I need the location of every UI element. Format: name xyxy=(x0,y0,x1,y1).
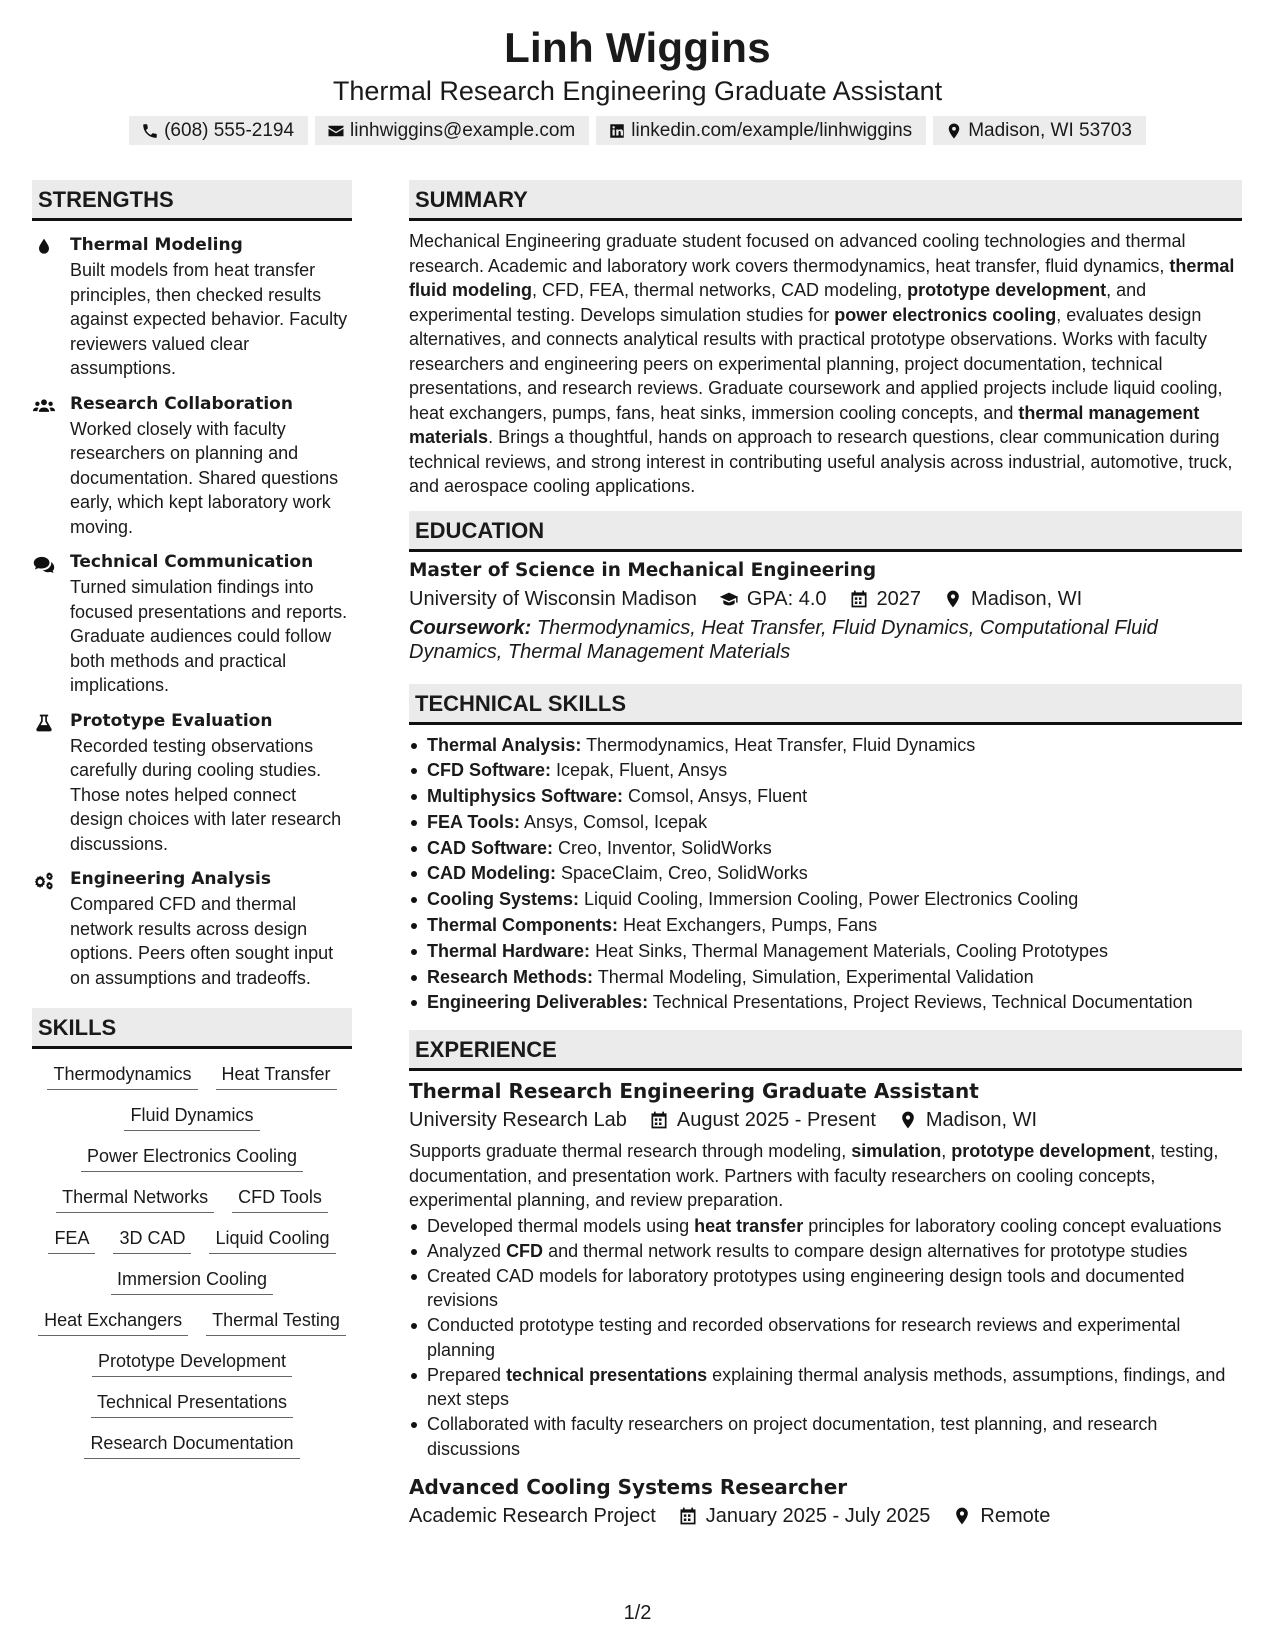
technical-skills-section xyxy=(409,684,1242,1017)
skill-tag: Thermodynamics xyxy=(47,1063,197,1090)
skill-values: Heat Sinks, Thermal Management Materials, Cooling Prototypes xyxy=(590,940,1108,961)
job-description xyxy=(409,1139,1242,1213)
strength-item xyxy=(32,867,352,990)
strengths-heading: STRENGTHS xyxy=(32,180,352,221)
skill-tag: Thermal Networks xyxy=(56,1186,214,1213)
job-location: Remote xyxy=(980,1505,1051,1528)
technical-skill-item xyxy=(409,733,1242,759)
text-run: , CFD, FEA, thermal networks, CAD modeling, xyxy=(532,280,908,300)
graduation-year: 2027 xyxy=(876,587,922,610)
job-bullet xyxy=(409,1239,1242,1264)
education-heading: EDUCATION xyxy=(409,511,1242,552)
strength-item xyxy=(32,550,352,698)
text-run: Prepared xyxy=(427,1364,507,1385)
experience-section xyxy=(409,1030,1242,1531)
technical-skills-heading: TECHNICAL SKILLS xyxy=(409,684,1242,725)
candidate-name: Linh Wiggins xyxy=(504,24,771,71)
contact-linkedin[interactable] xyxy=(596,116,926,145)
job-meta xyxy=(409,1105,1242,1135)
job-bullet xyxy=(409,1264,1242,1313)
gpa: GPA: 4.0 xyxy=(746,587,827,610)
text-run: principles for laboratory cooling concept evaluations xyxy=(803,1215,1222,1236)
skill-category: Engineering Deliverables: xyxy=(427,992,649,1013)
skill-tag: Technical Presentations xyxy=(91,1391,293,1418)
technical-skill-item xyxy=(409,965,1242,991)
skill-values: SpaceClaim, Creo, SolidWorks xyxy=(555,863,808,884)
droplet-icon xyxy=(33,237,55,257)
skill-category: Cooling Systems: xyxy=(427,889,580,910)
location-icon xyxy=(898,1110,918,1130)
strength-title: Engineering Analysis xyxy=(70,869,271,889)
coursework-label: Coursework: xyxy=(409,616,532,639)
skill-values: Heat Exchangers, Pumps, Fans xyxy=(618,915,878,936)
skill-category: Thermal Analysis: xyxy=(427,734,582,755)
contact-location xyxy=(933,116,1146,145)
skill-values: Liquid Cooling, Immersion Cooling, Power Electronics Cooling xyxy=(579,889,1079,910)
text-run: Conducted prototype testing and recorded observations for research reviews and experimental planning xyxy=(427,1315,1181,1360)
strength-title: Research Collaboration xyxy=(70,393,293,414)
graduation-cap-icon xyxy=(719,589,739,609)
text-run: , evaluates design alternatives, and connects analytical results with practical prototype observations. Works with faculty researchers and engineering peers on experimental planning, project documentation, technical presentations, and research reviews. Graduate coursework and applied projects include liquid cooling, heat exchangers, pumps, fans, heat sinks, immersion cooling concepts, and xyxy=(409,304,1223,423)
text-run: , xyxy=(941,1141,952,1162)
contact-phone[interactable] xyxy=(129,116,308,145)
technical-skill-item xyxy=(409,836,1242,862)
skill-tag: CFD Tools xyxy=(232,1186,328,1213)
job-bullet xyxy=(409,1214,1242,1239)
location-icon xyxy=(943,589,963,609)
strength-title: Prototype Evaluation xyxy=(70,710,273,731)
strength-desc: Recorded testing observations carefully during cooling studies. Those notes helped connect design choices with later research discussions. xyxy=(70,735,342,854)
job-bullets xyxy=(409,1214,1242,1462)
skill-category: Thermal Components: xyxy=(427,915,619,936)
strength-desc: Compared CFD and thermal network results across design options. Peers often sought input on assumptions and tradeoffs. xyxy=(70,894,334,988)
contact-bar xyxy=(0,116,1275,145)
linkedin-icon xyxy=(608,122,626,140)
flask-icon xyxy=(33,713,55,733)
strength-desc: Worked closely with faculty researchers on planning and documentation. Shared questions early, which kept laboratory work moving. xyxy=(70,418,339,537)
bold-keyword: heat transfer xyxy=(694,1215,804,1236)
skills-heading: SKILLS xyxy=(32,1008,352,1049)
skill-tag: FEA xyxy=(48,1227,95,1254)
coursework xyxy=(409,616,1242,664)
text-run: Mechanical Engineering graduate student focused on advanced cooling technologies and thermal research. Academic and laboratory work covers thermodynamics, heat transfer, fluid dynamics, xyxy=(409,231,1186,276)
job-entry xyxy=(409,1473,1242,1531)
technical-skill-item xyxy=(409,939,1242,965)
skill-values: Thermal Modeling, Simulation, Experimental Validation xyxy=(593,966,1034,987)
location-icon xyxy=(952,1506,972,1526)
skill-tag: Fluid Dynamics xyxy=(124,1104,259,1131)
text-run: explaining thermal analysis methods, assumptions, findings, and next steps xyxy=(427,1364,1226,1410)
bold-keyword: prototype development xyxy=(907,280,1107,300)
job-org: Academic Research Project xyxy=(409,1505,656,1528)
strength-desc: Built models from heat transfer principles, then checked results against expected behavior. Faculty reviewers valued clear assumptions. xyxy=(70,260,348,378)
text-run: , and experimental testing. Develops simulation studies for xyxy=(409,280,1147,325)
school-name: University of Wisconsin Madison xyxy=(409,587,697,610)
job-bullet xyxy=(409,1313,1242,1362)
bold-keyword: simulation xyxy=(851,1141,942,1162)
skill-values: Creo, Inventor, SolidWorks xyxy=(553,837,772,858)
coursework-list: Thermodynamics, Heat Transfer, Fluid Dynamics, Computational Fluid Dynamics, Thermal Management Materials xyxy=(409,616,1158,663)
strength-desc: Turned simulation findings into focused presentations and reports. Graduate audiences could follow both methods and practical implications. xyxy=(70,577,348,695)
text-run: Developed thermal models using xyxy=(427,1215,695,1236)
resume-header xyxy=(0,0,1275,145)
skill-tag: Thermal Testing xyxy=(206,1309,346,1336)
job-bullet xyxy=(409,1363,1242,1412)
gears-icon xyxy=(33,871,55,891)
skill-category: Research Methods: xyxy=(427,966,594,987)
skill-values: Comsol, Ansys, Fluent xyxy=(623,786,808,807)
technical-skill-item xyxy=(409,887,1242,913)
strength-item xyxy=(32,392,352,540)
right-column xyxy=(409,180,1242,1531)
skill-tags xyxy=(32,1049,352,1459)
strength-item xyxy=(32,233,352,381)
job-entry xyxy=(409,1077,1242,1461)
text-run: Supports graduate thermal research through modeling, xyxy=(409,1141,852,1162)
contact-email-text: linhwiggins@example.com xyxy=(350,120,576,141)
skills-section xyxy=(32,1008,352,1459)
phone-icon xyxy=(141,122,159,140)
text-run: and thermal network results to compare design alternatives for prototype studies xyxy=(543,1240,1188,1261)
skill-category: Thermal Hardware: xyxy=(427,940,591,961)
users-icon xyxy=(33,396,55,416)
technical-skill-item xyxy=(409,861,1242,887)
strengths-list xyxy=(32,233,352,990)
contact-linkedin-text: linkedin.com/example/linhwiggins xyxy=(631,120,913,141)
bold-keyword: thermal management materials xyxy=(409,402,1200,447)
text-run: Collaborated with faculty researchers on project documentation, test planning, and research discussions xyxy=(427,1414,1158,1459)
skill-tag: Prototype Development xyxy=(92,1350,292,1377)
skill-category: CFD Software: xyxy=(427,760,552,781)
contact-email[interactable] xyxy=(315,116,589,145)
calendar-icon xyxy=(649,1110,669,1130)
technical-skill-item xyxy=(409,758,1242,784)
contact-phone-text: (608) 555-2194 xyxy=(164,120,295,141)
strength-item xyxy=(32,709,352,857)
comments-icon xyxy=(33,554,55,574)
technical-skill-item xyxy=(409,784,1242,810)
technical-skill-item xyxy=(409,810,1242,836)
page-number: 1/2 xyxy=(623,1602,652,1624)
education-meta xyxy=(409,584,1242,614)
skill-category: CAD Software: xyxy=(427,837,554,858)
bold-keyword: CFD xyxy=(506,1240,544,1261)
summary-heading: SUMMARY xyxy=(409,180,1242,221)
technical-skill-item xyxy=(409,913,1242,939)
skill-values: Thermodynamics, Heat Transfer, Fluid Dynamics xyxy=(581,734,976,755)
candidate-title: Thermal Research Engineering Graduate Assistant xyxy=(332,76,943,106)
skill-tag: 3D CAD xyxy=(113,1227,191,1254)
technical-skills-list xyxy=(409,733,1242,1017)
strength-title: Technical Communication xyxy=(70,552,314,572)
skill-values: Technical Presentations, Project Reviews, Technical Documentation xyxy=(648,992,1193,1013)
text-run: . Brings a thoughtful, hands on approach to research questions, clear communication during technical reviews, and strong interest in contributing useful analysis across industrial, automotive, truck, and aerospace cooling applications. xyxy=(409,427,1233,496)
contact-location-text: Madison, WI 53703 xyxy=(968,120,1132,141)
job-location: Madison, WI xyxy=(925,1109,1038,1132)
technical-skill-item xyxy=(409,990,1242,1016)
jobs-list xyxy=(409,1077,1242,1531)
left-column xyxy=(32,180,352,1459)
location-icon xyxy=(945,122,963,140)
skill-tag: Liquid Cooling xyxy=(209,1227,335,1254)
experience-heading: EXPERIENCE xyxy=(409,1030,1242,1071)
job-meta xyxy=(409,1501,1242,1531)
job-dates: August 2025 - Present xyxy=(676,1109,876,1132)
summary-text xyxy=(409,229,1242,499)
degree-title: Master of Science in Mechanical Engineering xyxy=(409,559,877,581)
job-org: University Research Lab xyxy=(409,1109,627,1132)
skill-tag: Heat Exchangers xyxy=(38,1309,188,1336)
school-location: Madison, WI xyxy=(971,587,1083,610)
skill-values: Icepak, Fluent, Ansys xyxy=(551,760,728,781)
job-bullet xyxy=(409,1412,1242,1461)
text-run: Created CAD models for laboratory prototypes using engineering design tools and documented revisions xyxy=(427,1265,1185,1311)
bold-keyword: technical presentations xyxy=(506,1364,708,1385)
job-dates: January 2025 - July 2025 xyxy=(705,1505,931,1528)
text-run: Analyzed xyxy=(427,1240,507,1261)
skill-category: Multiphysics Software: xyxy=(427,786,624,807)
education-section xyxy=(409,511,1242,664)
skill-tag: Heat Transfer xyxy=(216,1063,337,1090)
skill-tag: Research Documentation xyxy=(84,1432,299,1459)
email-icon xyxy=(327,122,345,140)
skill-category: FEA Tools: xyxy=(427,811,520,832)
job-title: Thermal Research Engineering Graduate Assistant xyxy=(409,1079,979,1104)
bold-keyword: prototype development xyxy=(951,1141,1151,1162)
bold-keyword: power electronics cooling xyxy=(834,304,1057,325)
strength-title: Thermal Modeling xyxy=(70,235,243,255)
skill-values: Ansys, Comsol, Icepak xyxy=(520,811,708,832)
skill-category: CAD Modeling: xyxy=(427,863,556,884)
skill-tag: Immersion Cooling xyxy=(111,1268,273,1295)
bold-keyword: thermal fluid modeling xyxy=(409,255,1235,300)
job-title: Advanced Cooling Systems Researcher xyxy=(409,1475,848,1500)
calendar-icon xyxy=(849,589,869,609)
text-run: , testing, documentation, and presentation work. Partners with faculty researchers on cooling concepts, experimental planning, and review preparation. xyxy=(409,1141,1219,1211)
calendar-icon xyxy=(678,1506,698,1526)
skill-tag: Power Electronics Cooling xyxy=(81,1145,303,1172)
